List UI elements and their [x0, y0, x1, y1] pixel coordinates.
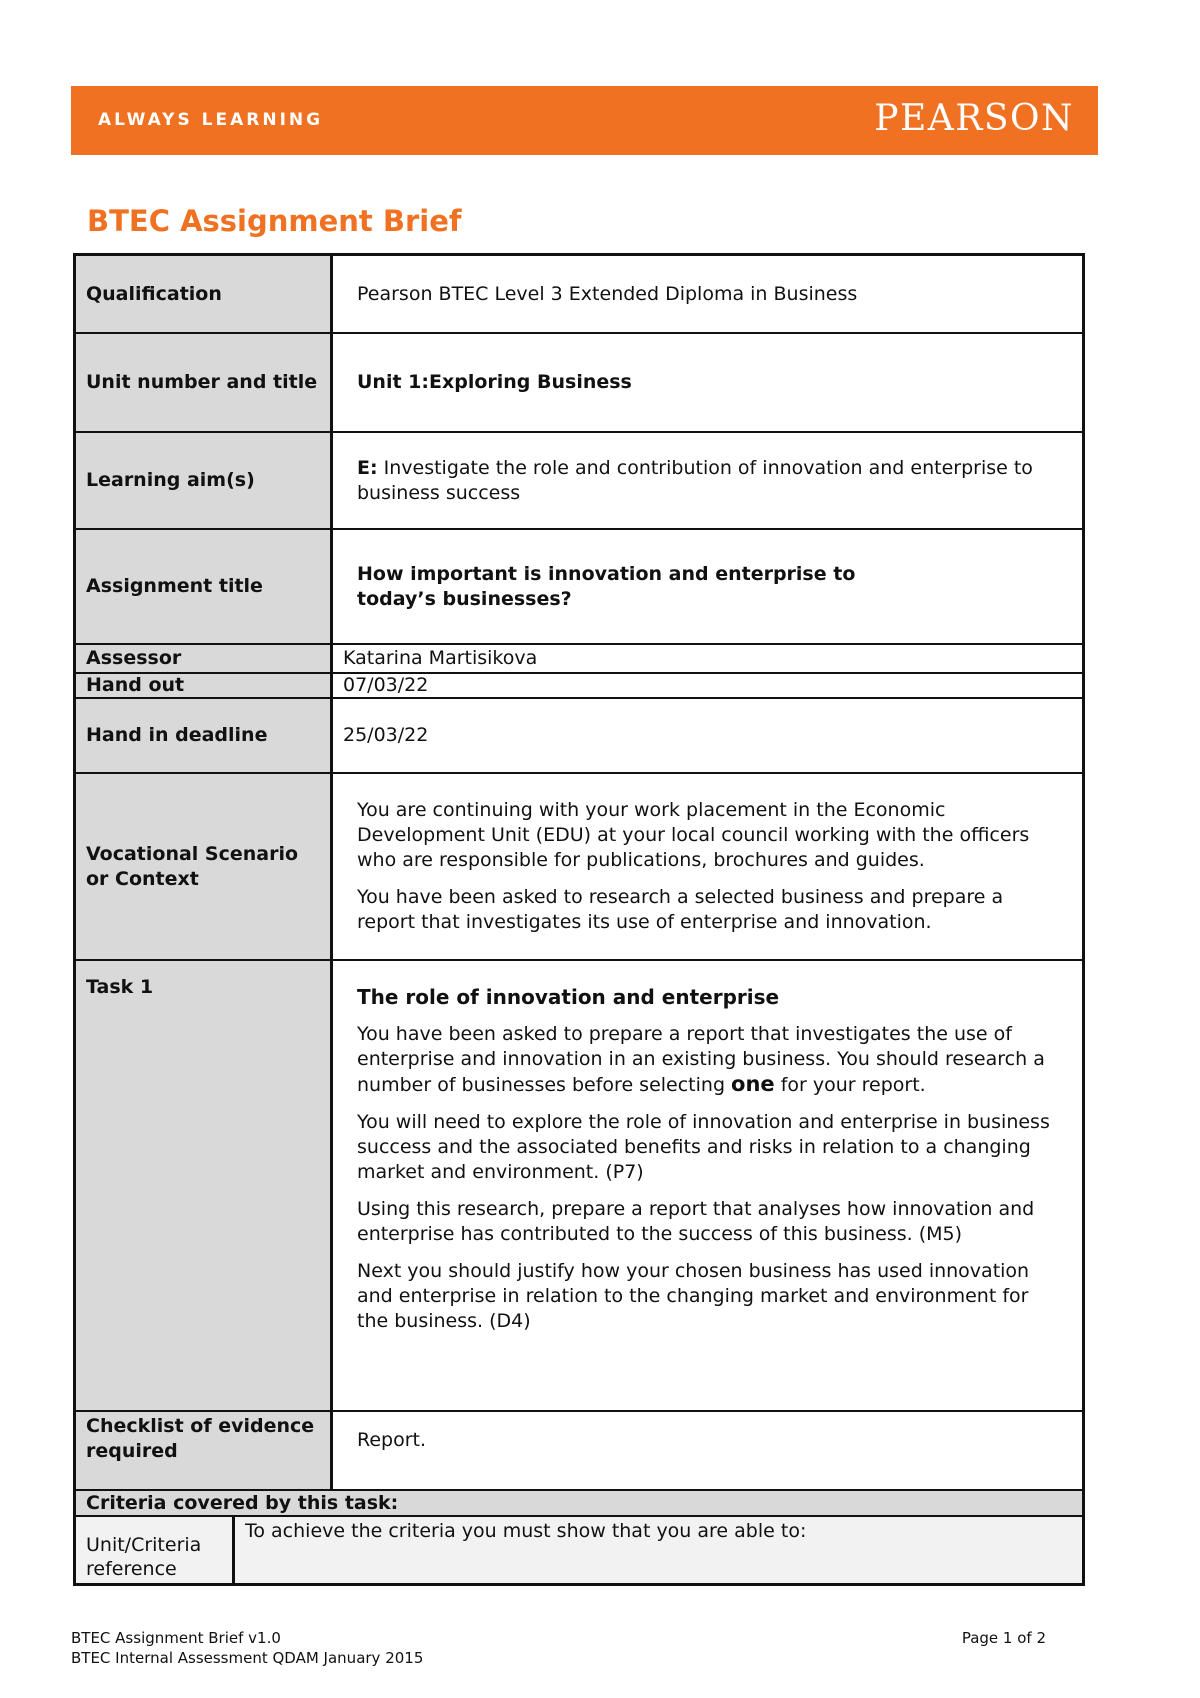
- learning-aim-value: [333, 433, 1082, 528]
- task1-row: [76, 961, 1082, 1412]
- checklist-value: Report.: [357, 1429, 427, 1451]
- task1-paragraph: Using this research, prepare a report that analyses how innovation and enterprise has contributed to the success of this business. (M5): [357, 1198, 1035, 1245]
- learning-aim-label: Learning aim(s): [76, 433, 333, 528]
- task1-paragraph: Next you should justify how your chosen business has used innovation and enterprise in relation to the changing market and environment for the business. (D4): [357, 1260, 1030, 1332]
- criteria-reference-label: Unit/Criteria reference: [76, 1517, 235, 1583]
- assessor-value: Katarina Martisikova: [343, 647, 538, 669]
- hand-in-value: 25/03/22: [343, 724, 429, 746]
- hand-out-row: [76, 674, 1082, 699]
- scenario-paragraph: You have been asked to research a selected business and prepare a report that investigates its use of enterprise and innovation.: [357, 886, 1004, 933]
- scenario-paragraph: You are continuing with your work placement in the Economic Development Unit (EDU) at your local council working with the officers who are responsible for publications, brochures and guides.: [357, 799, 1030, 871]
- task1-heading: The role of innovation and enterprise: [357, 985, 780, 1009]
- learning-aim-text: Investigate the role and contribution of innovation and enterprise to business success: [357, 456, 1033, 504]
- hand-out-value: 07/03/22: [343, 674, 429, 696]
- document-title: BTEC Assignment Brief: [87, 204, 462, 238]
- task1-paragraph: You have been asked to prepare a report that investigates the use of enterprise and innovation in an existing business. You should research a number of businesses before selecting one for your report.: [357, 1023, 1045, 1096]
- criteria-heading: Criteria covered by this task:: [76, 1491, 1082, 1517]
- assignment-brief-table: [73, 253, 1085, 1586]
- qualification-row: [76, 256, 1082, 334]
- unit-label: Unit number and title: [76, 334, 333, 431]
- scenario-value: [333, 774, 1082, 959]
- assignment-title-label: Assignment title: [76, 530, 333, 643]
- footer-version: BTEC Assignment Brief v1.0: [71, 1629, 281, 1647]
- unit-value: Unit 1:Exploring Business: [357, 371, 632, 393]
- pearson-banner: [71, 86, 1098, 155]
- scenario-label: Vocational Scenario or Context: [76, 774, 333, 959]
- task1-value: [333, 961, 1082, 1410]
- page-number: Page 1 of 2: [961, 1629, 1046, 1647]
- criteria-row: [76, 1517, 1082, 1583]
- banner-tagline: ALWAYS LEARNING: [98, 110, 324, 130]
- assignment-title-row: [76, 530, 1082, 645]
- learning-aim-code: E:: [357, 456, 378, 479]
- checklist-label: Checklist of evidence required: [76, 1412, 333, 1489]
- hand-out-label: Hand out: [76, 674, 333, 697]
- task1-label: Task 1: [76, 961, 333, 1410]
- hand-in-row: [76, 699, 1082, 774]
- task1-emphasis: one: [731, 1072, 775, 1096]
- criteria-description-label: To achieve the criteria you must show that you are able to:: [245, 1520, 807, 1542]
- qualification-value: Pearson BTEC Level 3 Extended Diploma in Business: [357, 282, 858, 305]
- assessor-row: [76, 645, 1082, 674]
- pearson-logo: PEARSON: [874, 98, 1074, 139]
- qualification-label: Qualification: [76, 256, 333, 332]
- page-footer: [71, 1628, 1046, 1668]
- checklist-row: [76, 1412, 1082, 1491]
- footer-qdam: BTEC Internal Assessment QDAM January 2015: [71, 1649, 424, 1667]
- task1-paragraph: You will need to explore the role of innovation and enterprise in business success and the associated benefits and risks in relation to a changing market and environment. (P7): [357, 1111, 1050, 1183]
- assignment-title-value: How important is innovation and enterprise to today’s businesses?: [357, 562, 856, 610]
- unit-row: [76, 334, 1082, 433]
- hand-in-label: Hand in deadline: [76, 699, 333, 772]
- scenario-row: [76, 774, 1082, 961]
- assessor-label: Assessor: [76, 645, 333, 672]
- learning-aim-row: [76, 433, 1082, 530]
